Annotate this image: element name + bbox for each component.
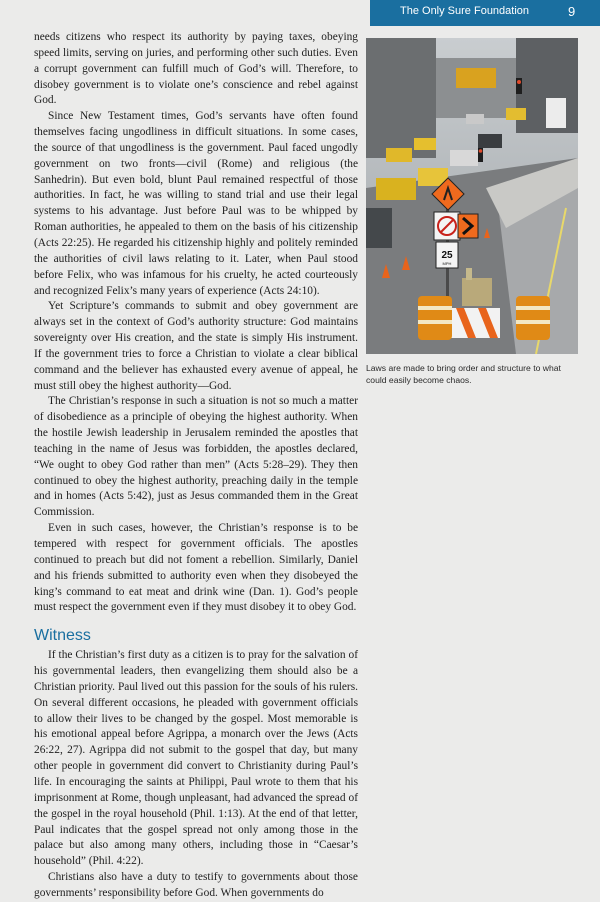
speed-limit-unit: MPH [442, 261, 452, 266]
body-paragraph: Christians also have a duty to testify to governments about those governments’ responsibility before God. When governments do [34, 871, 358, 899]
running-title: The Only Sure Foundation [400, 5, 530, 17]
section-heading: Witness [34, 627, 91, 645]
body-paragraph: Yet Scripture’s commands to submit and obey government are always set in the context of God’s authority structure: God maintains sovereignty over His creation, and the state is simply His instrument. If the government tries to force a Christian to violate a clear biblical command and the believer has exhausted every avenue of appeal, he must still obey the highest authority—God. [34, 300, 358, 392]
body-paragraph: Since New Testament times, God’s servants have often found themselves facing ungodliness in difficult situations. In some cases, the source of that ungodliness is the government. Paul faced ungodly government on two fronts—civil (Rome) and religious (the Sanhedrin). But even bold, blunt Paul remained respectful of those authorities. In fact, he was willing to stand trial and use their legal systems to his advantage. Just before Paul was to be whipped by Roman authorities, he appealed to them on the basis of his citizenship (Acts 22:25). He regarded his citizenship highly and politely reminded the authorities of civil laws relating to it. Later, when Paul stood before Felix, who was infamous for his cruelty, he acted courteously and recognized Felix’s many years of experience (Acts 24:10). [34, 110, 358, 297]
body-paragraph: The Christian’s response in such a situation is not so much a matter of disobedience as a principle of obeying the highest authority. When the hostile Jewish leadership in Jerusalem reminded the apostles that teaching in the name of Jesus was forbidden, the apostles declared, “We ought to obey God rather than men” (Acts 5:28–29). They then continued to obey the highest authority, preaching daily in the temple and in homes (Acts 5:42), just as Jesus commanded them in the Great Commission. [34, 395, 358, 519]
body-column [34, 30, 358, 902]
body-paragraph: If the Christian’s first duty as a citizen is to pray for the salvation of his governmental leaders, then evangelizing them should also be a Christian priority. Paul lived out this passion for the souls of his rulers. On several different occasions, he pleaded with government officials to allow their lives to be changed by the gospel. Most memorable is his emotional appeal before Agrippa, a monarch over the Jews (Acts 26:22, 27). Agrippa did not submit to the gospel that day, but many other people in government did convert to Christianity during Paul’s life. In encouraging the saints at Philippi, Paul wrote to them that his imprisonment at Rome, though unpleasant, had advanced the spread of the gospel in the royal household (Phil. 1:13). At the end of that letter, Paul indicates that the gospel spread not only among those in the palace but also among many others, including those in “Caesar’s household” (Phil. 4:22). [34, 649, 358, 868]
body-paragraph: Even in such cases, however, the Christian’s response is to be tempered with respect for government officials. The apostles continued to preach but did not foment a rebellion. Similarly, Daniel and his friends submitted to authority even when they disobeyed the king’s command to eat meat and drink wine (Dan. 1). God’s people must respect the government even if they must disobey it to obey God. [34, 522, 358, 614]
speed-limit-number: 25 [441, 250, 453, 261]
page-number: 9 [568, 4, 576, 19]
traffic-scene-illustration [366, 38, 578, 354]
traffic-photo [366, 38, 578, 354]
photo-caption: Laws are made to bring order and structure to what could easily become chaos. [366, 363, 561, 385]
body-paragraph: needs citizens who respect its authority by paying taxes, obeying speed limits, serving on juries, and performing other such duties. Even a corrupt government can fulfill much of God’s will. Therefore, to disobey government is to violate one’s conscience and rebel against God. [34, 31, 358, 107]
